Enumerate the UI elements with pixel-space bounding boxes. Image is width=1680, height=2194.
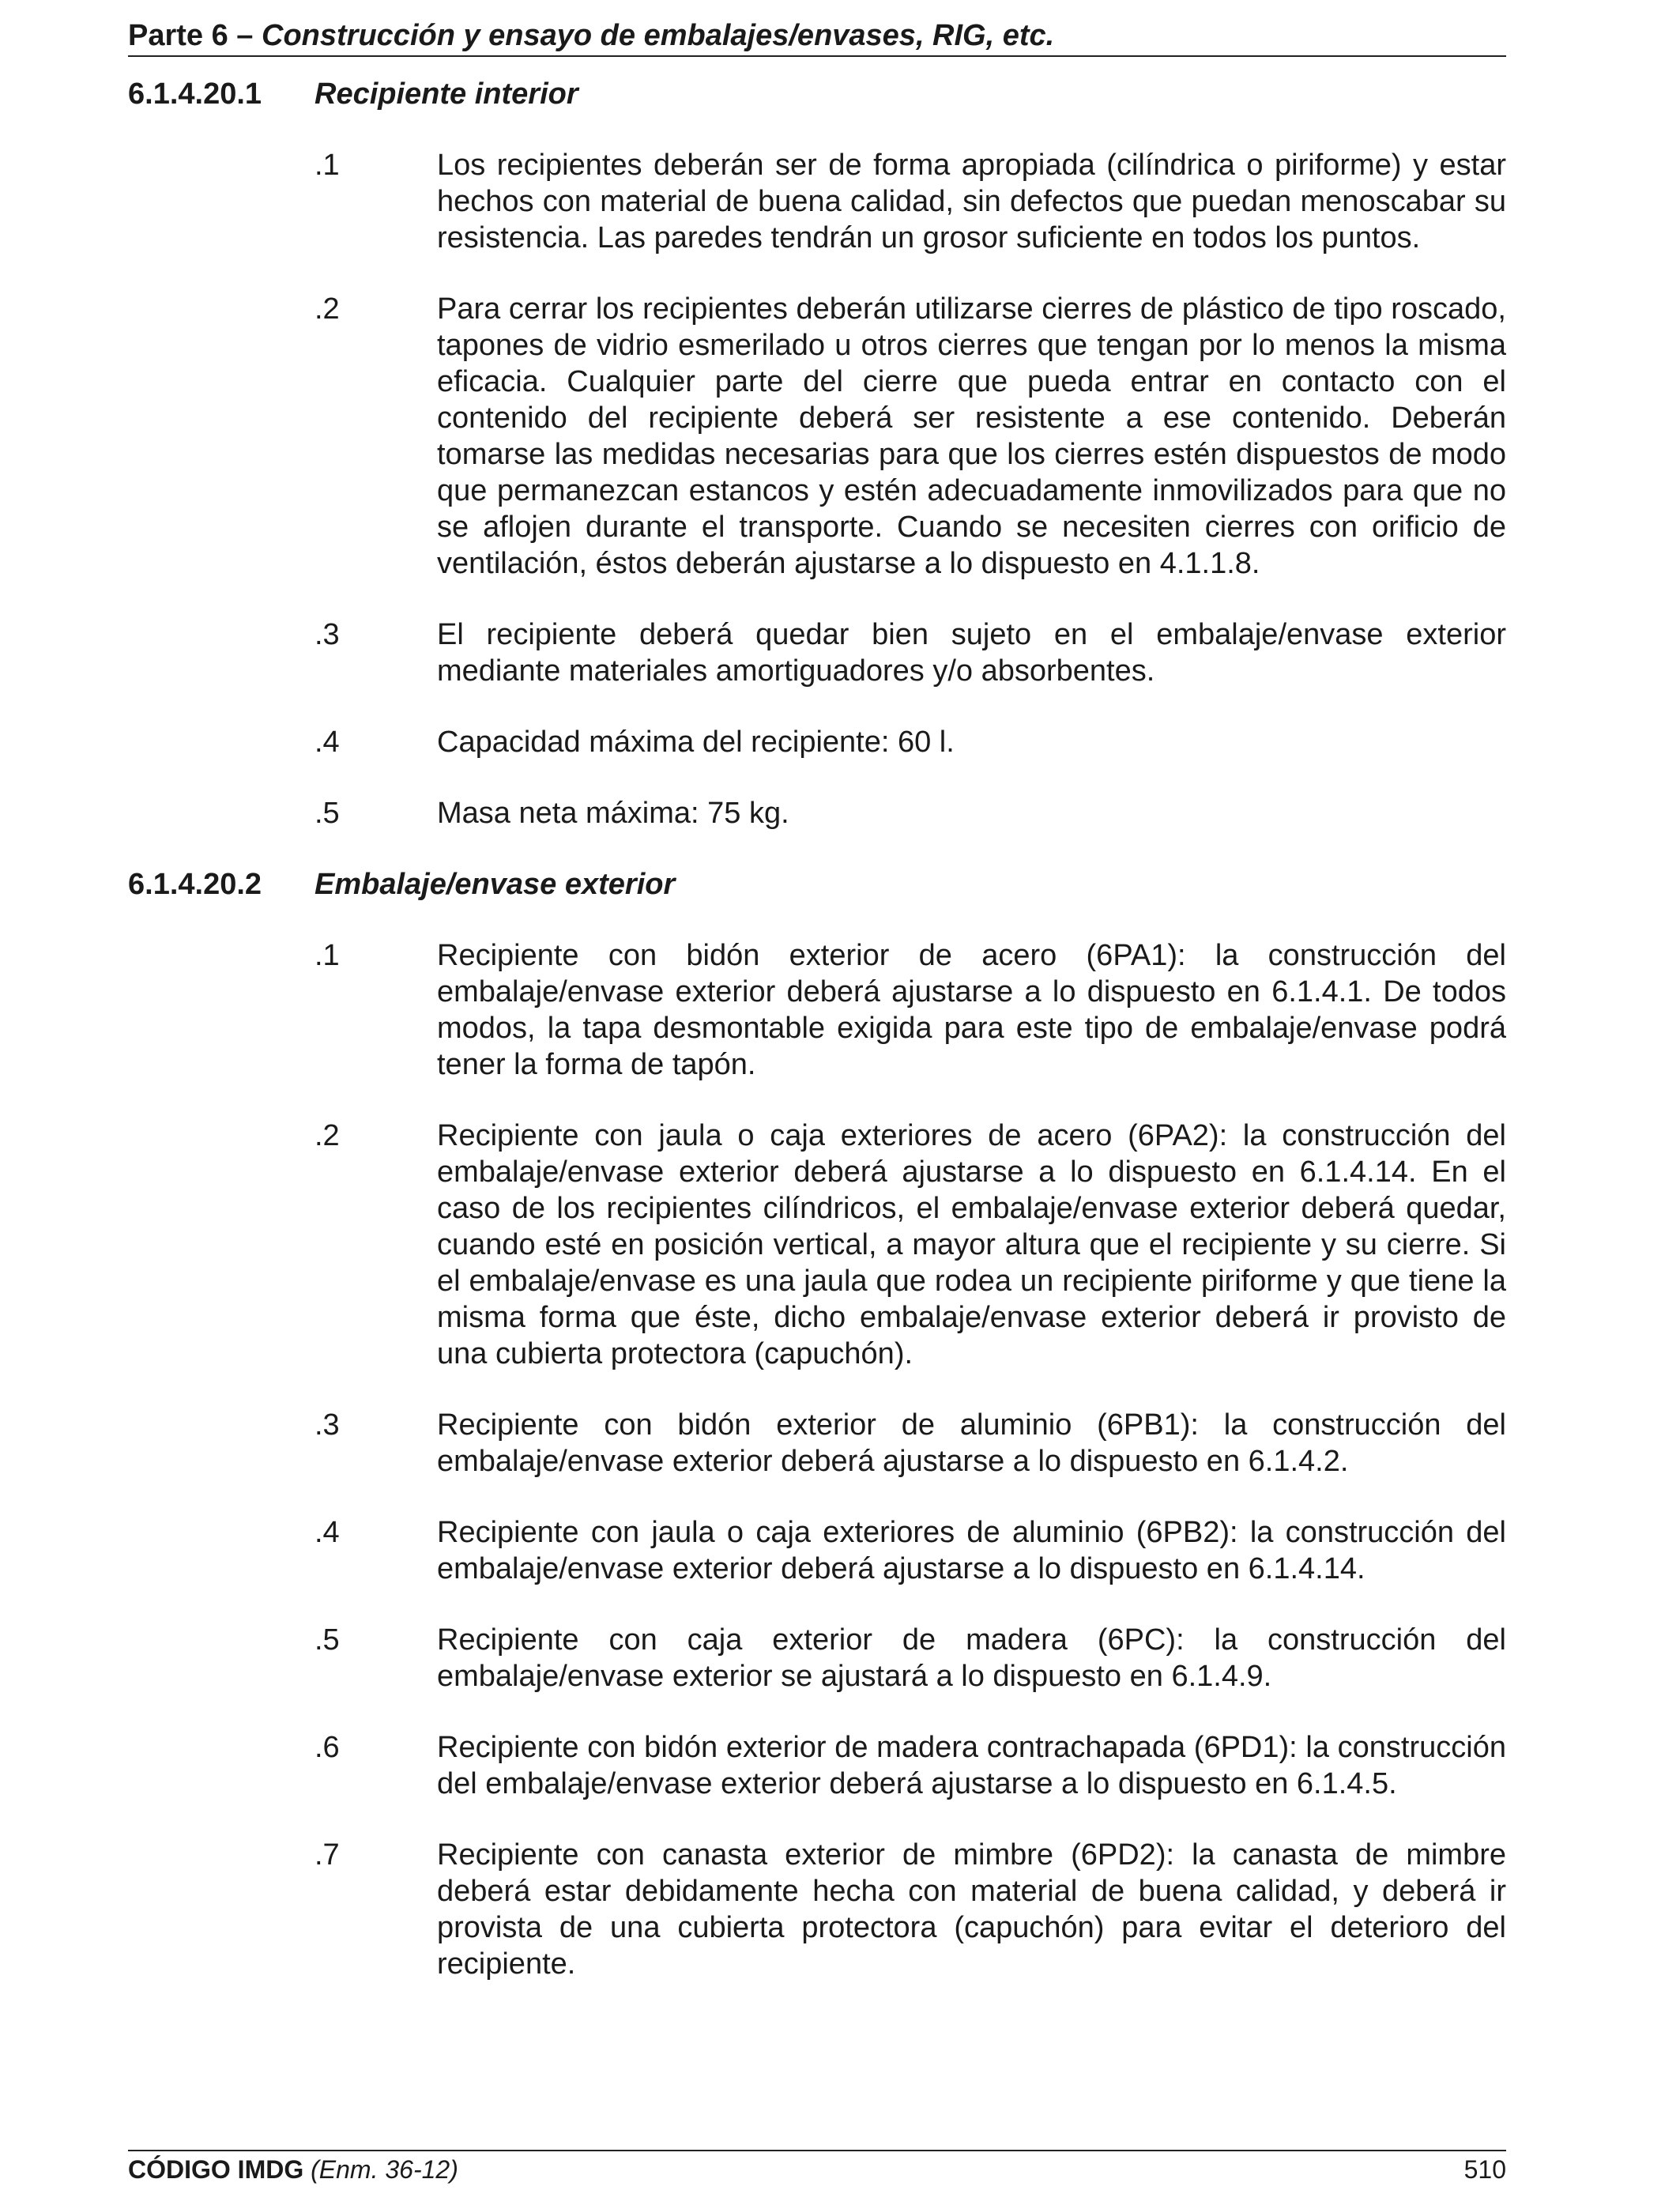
item-marker: .4 [315,726,340,759]
list-item [315,291,1506,582]
section-heading-recipiente-interior [128,76,1506,112]
section-title: Recipiente interior [315,77,578,111]
item-text: Recipiente con bidón exterior de acero (6PA1): la construcción del embalaje/envase exterior deberá ajustarse a lo dispuesto en 6.1.4.1. De todos modos, la tapa desmontable exigida para este tipo de embalaje/envase podrá tener la forma de tapón. [437,939,1506,1081]
item-marker: .7 [315,1838,340,1872]
list-item [315,937,1506,1083]
list-item [315,616,1506,689]
item-text: Capacidad máxima del recipiente: 60 l. [437,726,955,759]
item-marker: .5 [315,797,340,830]
page-number: 510 [1463,2155,1506,2184]
section-title: Embalaje/envase exterior [315,868,676,901]
item-text: Los recipientes deberán ser de forma apropiada (cilíndrica o piriforme) y estar hechos con material de buena calidad, sin defectos que puedan menoscabar su resistencia. Las paredes tendrán un grosor suficiente en todos los puntos. [437,149,1506,254]
item-text: Recipiente con jaula o caja exteriores de aluminio (6PB2): la construcción del embalaje/envase exterior deberá ajustarse a lo dispuesto en 6.1.4.14. [437,1516,1506,1585]
section-heading-embalaje-exterior [128,866,1506,903]
list-item [315,1729,1506,1802]
list-item [315,724,1506,760]
item-marker: .4 [315,1516,340,1549]
page-content [128,76,1506,2017]
item-marker: .2 [315,292,340,326]
list-item [315,147,1506,256]
list-item [315,795,1506,831]
section-number: 6.1.4.20.2 [128,868,262,901]
item-text: El recipiente deberá quedar bien sujeto en el embalaje/envase exterior mediante materiales amortiguadores y/o absorbentes. [437,618,1506,688]
item-text: Para cerrar los recipientes deberán utilizarse cierres de plástico de tipo roscado, tapones de vidrio esmerilado u otros cierres que tengan por lo menos la misma eficacia. Cualquier parte del cierre que pueda entrar en contacto con el contenido del recipiente deberá ser resistente a ese contenido. Deberán tomarse las medidas necesarias para que los cierres estén dispuestos de modo que permanezcan estancos y estén adecuadamente inmovilizados para que no se aflojen durante el transporte. Cuando se necesiten cierres con orificio de ventilación, éstos deberán ajustarse a lo dispuesto en 4.1.1.8. [437,292,1506,580]
footer-code [128,2151,458,2188]
item-marker: .3 [315,618,340,651]
header-title: Construcción y ensayo de embalajes/envases, RIG, etc. [262,19,1055,52]
item-marker: .6 [315,1731,340,1764]
item-marker: .5 [315,1623,340,1657]
page-header [128,16,1506,57]
item-text: Recipiente con bidón exterior de aluminio (6PB1): la construcción del embalaje/envase exterior deberá ajustarse a lo dispuesto en 6.1.4.2. [437,1408,1506,1478]
item-marker: .3 [315,1408,340,1442]
list-item [315,1514,1506,1587]
page-footer [128,2150,1506,2188]
list-item [315,1407,1506,1480]
list-item [315,1837,1506,1982]
item-text: Masa neta máxima: 75 kg. [437,797,789,830]
item-marker: .2 [315,1119,340,1152]
list-item [315,1118,1506,1372]
list-item [315,1622,1506,1695]
item-text: Recipiente con canasta exterior de mimbre (6PD2): la canasta de mimbre deberá estar debidamente hecha con material de buena calidad, y deberá ir provista de una cubierta protectora (capuchón) para evitar el deterioro del recipiente. [437,1838,1506,1981]
item-marker: .1 [315,939,340,972]
item-marker: .1 [315,149,340,182]
footer-edition: (Enm. 36-12) [311,2155,458,2184]
item-text: Recipiente con caja exterior de madera (6PC): la construcción del embalaje/envase exterior se ajustará a lo dispuesto en 6.1.4.9. [437,1623,1506,1693]
footer-code-name: CÓDIGO IMDG [128,2155,304,2184]
item-text: Recipiente con bidón exterior de madera contrachapada (6PD1): la construcción del embalaje/envase exterior deberá ajustarse a lo dispuesto en 6.1.4.5. [437,1731,1506,1800]
item-text: Recipiente con jaula o caja exteriores de acero (6PA2): la construcción del embalaje/envase exterior deberá ajustarse a lo dispuesto en 6.1.4.14. En el caso de los recipientes cilíndricos, el embalaje/envase exterior deberá quedar, cuando esté en posición vertical, a mayor altura que el recipiente y su cierre. Si el embalaje/envase es una jaula que rodea un recipiente piriforme y que tiene la misma forma que éste, dicho embalaje/envase exterior deberá ir provisto de una cubierta protectora (capuchón). [437,1119,1506,1370]
section-number: 6.1.4.20.1 [128,77,262,111]
header-part: Parte 6 – [128,19,254,52]
